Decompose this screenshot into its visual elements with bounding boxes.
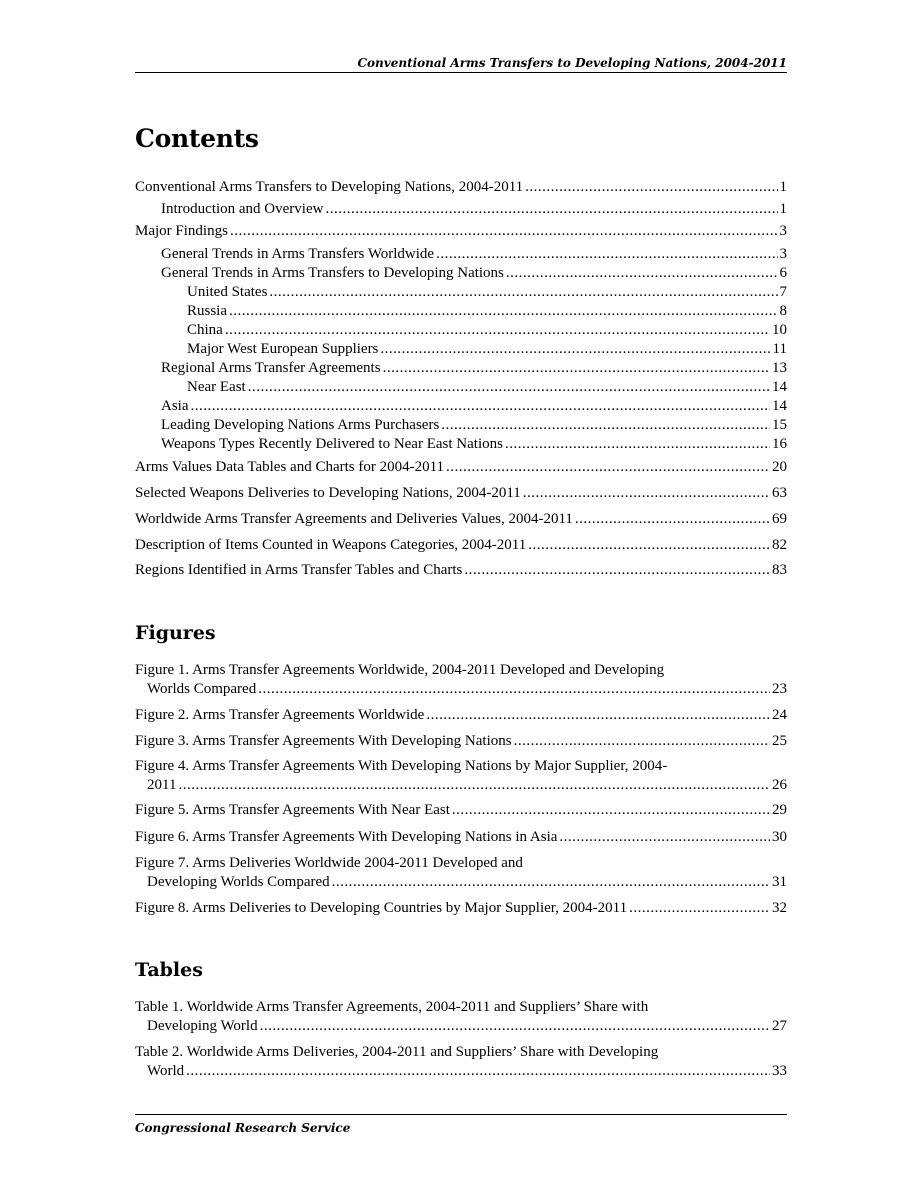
toc-entry-leading-purchasers[interactable] (161, 416, 787, 435)
figure-entry-page: 30 (772, 829, 787, 845)
dot-leader (186, 1062, 770, 1081)
toc-entry-page: 15 (772, 417, 787, 433)
figure-entry-line: Figure 1. Arms Transfer Agreements Worldwide, 2004-2011 Developed and Developing (135, 662, 665, 678)
dot-leader (332, 873, 770, 892)
figure-entry-page: 26 (772, 777, 787, 793)
figure-entry-3[interactable] (135, 732, 787, 751)
toc-entry-page: 14 (772, 379, 787, 395)
toc-entry-title: Weapons Types Recently Delivered to Near East Nations (161, 436, 503, 452)
toc-entry-russia[interactable] (187, 302, 787, 321)
figure-entry-4[interactable] (135, 757, 787, 795)
table-entry-page: 33 (772, 1063, 787, 1079)
footer-rule (135, 1114, 787, 1115)
figure-entry-title: Developing Worlds Compared (147, 874, 330, 890)
figure-entry-page: 25 (772, 733, 787, 749)
dot-leader (436, 245, 777, 264)
figure-entry-line: Figure 7. Arms Deliveries Worldwide 2004-2011 Developed and (135, 855, 523, 871)
toc-entry-regions-identified[interactable] (135, 561, 787, 580)
toc-entry-united-states[interactable] (187, 283, 787, 302)
dot-leader (452, 801, 770, 820)
figure-entry-title: 2011 (147, 777, 177, 793)
table-entry-2[interactable] (135, 1043, 787, 1081)
toc-entry-page: 82 (772, 537, 787, 553)
figure-entry-5[interactable] (135, 801, 787, 820)
toc-entry-selected-weapons-deliveries[interactable] (135, 484, 787, 503)
figure-entry-1[interactable] (135, 661, 787, 699)
contents-heading: Contents (135, 124, 259, 153)
dot-leader (441, 416, 770, 435)
toc-entry-data-tables-charts[interactable] (135, 458, 787, 477)
toc-entry-page: 14 (772, 398, 787, 414)
dot-leader (225, 321, 770, 340)
figure-entry-8[interactable] (135, 899, 787, 918)
figure-entry-page: 24 (772, 707, 787, 723)
toc-entry-title: China (187, 322, 223, 338)
dot-leader (383, 359, 770, 378)
toc-entry-page: 63 (772, 485, 787, 501)
toc-entry-title: Russia (187, 303, 228, 319)
toc-entry-page: 7 (779, 284, 787, 300)
figure-entry-title: Figure 3. Arms Transfer Agreements With Developing Nations (135, 733, 512, 749)
toc-entry-west-european-suppliers[interactable] (187, 340, 787, 359)
toc-entry-title: Major Findings (135, 223, 228, 239)
dot-leader (506, 264, 778, 283)
dot-leader (525, 178, 777, 197)
dot-leader (248, 378, 770, 397)
toc-entry-title: Regions Identified in Arms Transfer Tables and Charts (135, 562, 463, 578)
tables-heading: Tables (135, 959, 203, 981)
dot-leader (528, 536, 770, 555)
figure-entry-title: Figure 8. Arms Deliveries to Developing Countries by Major Supplier, 2004-2011 (135, 900, 628, 916)
dot-leader (629, 899, 770, 918)
toc-entry-title: General Trends in Arms Transfers Worldwide (161, 246, 435, 262)
toc-entry-title: General Trends in Arms Transfers to Developing Nations (161, 265, 504, 281)
toc-entry-page: 8 (779, 303, 787, 319)
dot-leader (559, 828, 770, 847)
dot-leader (325, 200, 777, 219)
toc-entry-title: Selected Weapons Deliveries to Developing Nations, 2004-2011 (135, 485, 521, 501)
footer-source: Congressional Research Service (135, 1121, 351, 1135)
dot-leader (505, 435, 770, 454)
toc-entry-conventional-arms[interactable] (135, 178, 787, 197)
toc-entry-page: 10 (772, 322, 787, 338)
toc-entry-page: 1 (779, 201, 787, 217)
toc-entry-page: 3 (779, 246, 787, 262)
toc-entry-page: 6 (779, 265, 787, 281)
running-header: Conventional Arms Transfers to Developing Nations, 2004-2011 (357, 56, 787, 70)
figure-entry-page: 23 (772, 681, 787, 697)
figure-entry-title: Figure 2. Arms Transfer Agreements Worldwide (135, 707, 425, 723)
toc-entry-title: Regional Arms Transfer Agreements (161, 360, 381, 376)
toc-entry-title: Conventional Arms Transfers to Developing Nations, 2004-2011 (135, 179, 524, 195)
toc-entry-title: Asia (161, 398, 189, 414)
toc-entry-general-trends-developing[interactable] (161, 264, 787, 283)
toc-entry-title: Introduction and Overview (161, 201, 324, 217)
toc-entry-title: Major West European Suppliers (187, 341, 379, 357)
toc-entry-title: Near East (187, 379, 246, 395)
dot-leader (446, 458, 770, 477)
figure-entry-7[interactable] (135, 854, 787, 892)
toc-entry-weapons-types[interactable] (161, 435, 787, 454)
figure-entry-title: Figure 6. Arms Transfer Agreements With Developing Nations in Asia (135, 829, 558, 845)
dot-leader (380, 340, 770, 359)
figure-entry-line: Figure 4. Arms Transfer Agreements With Developing Nations by Major Supplier, 2004- (135, 758, 668, 774)
figure-entry-2[interactable] (135, 706, 787, 725)
dot-leader (523, 484, 770, 503)
toc-entry-title: Worldwide Arms Transfer Agreements and Deliveries Values, 2004-2011 (135, 511, 573, 527)
toc-entry-title: Arms Values Data Tables and Charts for 2004-2011 (135, 459, 445, 475)
dot-leader (575, 510, 770, 529)
dot-leader (191, 397, 771, 416)
figure-entry-title: Worlds Compared (147, 681, 257, 697)
dot-leader (229, 302, 777, 321)
toc-entry-page: 69 (772, 511, 787, 527)
toc-entry-page: 13 (772, 360, 787, 376)
figure-entry-title: Figure 5. Arms Transfer Agreements With Near East (135, 802, 450, 818)
table-entry-title: World (147, 1063, 185, 1079)
table-entry-line: Table 2. Worldwide Arms Deliveries, 2004-2011 and Suppliers’ Share with Developing (135, 1044, 659, 1060)
table-entry-title: Developing World (147, 1018, 258, 1034)
figure-entry-page: 31 (772, 874, 787, 890)
toc-entry-worldwide-values[interactable] (135, 510, 787, 529)
dot-leader (464, 561, 770, 580)
toc-entry-general-trends-worldwide[interactable] (161, 245, 787, 264)
toc-entry-title: Description of Items Counted in Weapons Categories, 2004-2011 (135, 537, 527, 553)
dot-leader (426, 706, 770, 725)
toc-entry-major-findings[interactable] (135, 222, 787, 241)
figure-entry-page: 29 (772, 802, 787, 818)
dot-leader (258, 680, 770, 699)
figure-entry-page: 32 (772, 900, 787, 916)
toc-entry-page: 11 (772, 341, 787, 357)
table-entry-1[interactable] (135, 998, 787, 1036)
table-entry-page: 27 (772, 1018, 787, 1034)
toc-entry-introduction[interactable] (161, 200, 787, 219)
dot-leader (514, 732, 770, 751)
dot-leader (269, 283, 777, 302)
header-rule (135, 72, 787, 73)
toc-entry-description-items[interactable] (135, 536, 787, 555)
toc-entry-title: United States (187, 284, 268, 300)
toc-entry-near-east[interactable] (187, 378, 787, 397)
toc-entry-title: Leading Developing Nations Arms Purchasers (161, 417, 440, 433)
toc-entry-page: 3 (779, 223, 787, 239)
toc-entry-page: 83 (772, 562, 787, 578)
dot-leader (230, 222, 778, 241)
toc-entry-china[interactable] (187, 321, 787, 340)
dot-leader (178, 776, 770, 795)
toc-entry-page: 20 (772, 459, 787, 475)
figures-heading: Figures (135, 622, 216, 644)
figure-entry-6[interactable] (135, 828, 787, 847)
table-entry-line: Table 1. Worldwide Arms Transfer Agreements, 2004-2011 and Suppliers’ Share with (135, 999, 649, 1015)
toc-entry-asia[interactable] (161, 397, 787, 416)
toc-entry-page: 16 (772, 436, 787, 452)
toc-entry-regional-agreements[interactable] (161, 359, 787, 378)
dot-leader (260, 1017, 770, 1036)
toc-entry-page: 1 (779, 179, 787, 195)
